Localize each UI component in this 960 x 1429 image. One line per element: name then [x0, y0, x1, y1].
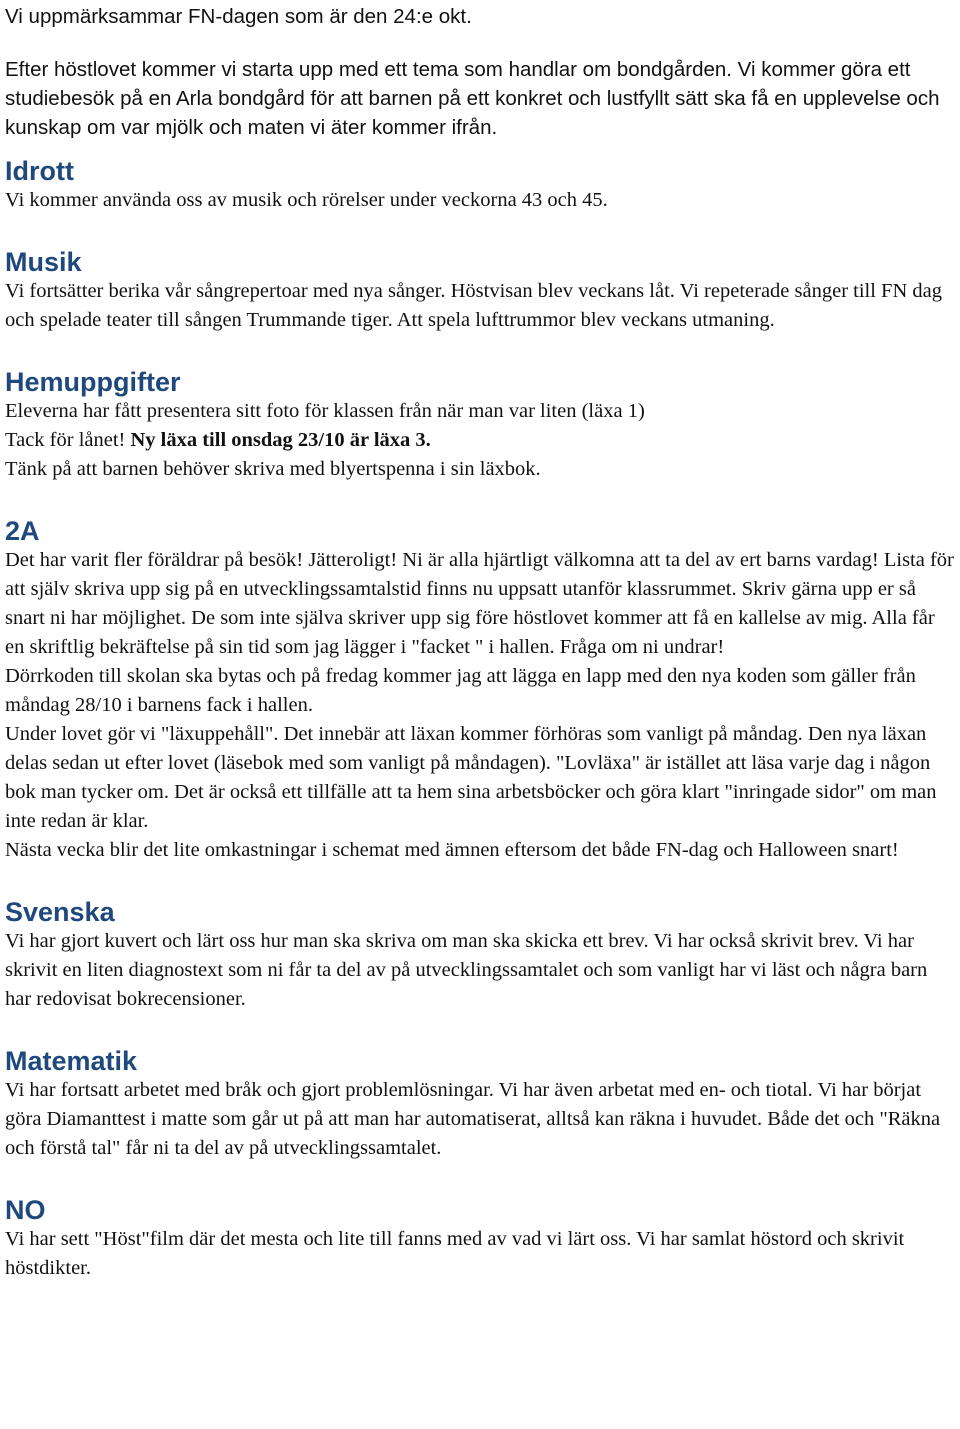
class-2a-p1: Det har varit fler föräldrar på besök! Jätteroligt! Ni är alla hjärtligt välkomna att ta del av ert barns vardag! Lista för att själv skriva upp sig på en utvecklingssamtalstid finns nu uppsatt utanför klassrummet. Skriv gärna upp er så snart ni har möjlighet. De som inte själva skriver upp sig före höstlovet kommer att få en kallelse av mig. Alla får en skriftlig bekräftelse på sin tid som jag lägger i "facket " i hallen. Fråga om ni undrar!: [5, 549, 954, 658]
hemuppgifter-line1: Eleverna har fått presentera sitt foto för klassen från när man var liten (läxa 1): [5, 400, 645, 422]
heading-hemuppgifter: Hemuppgifter: [5, 367, 181, 397]
musik-text: Vi fortsätter berika vår sångrepertoar med nya sånger. Höstvisan blev veckans låt. Vi repeterade sånger till FN dag och spelade teater till sången Trummande tiger. Att spela lufttrummor blev veckans utmaning.: [5, 280, 942, 331]
class-2a-p3: Under lovet gör vi "läxuppehåll". Det innebär att läxan kommer förhöras som vanligt på måndag. Den nya läxan delas sedan ut efter lovet (läsebok med som vanligt på måndagen). "Lovläxa" är istället att läsa varje dag i någon bok man tycker om. Det är också ett tillfälle att ta hem sina arbetsböcker och göra klart "inringade sidor" om man inte redan är klar.: [5, 723, 937, 832]
homework-deadline: Ny läxa till onsdag 23/10 är läxa 3.: [130, 429, 431, 451]
heading-matematik: Matematik: [5, 1046, 138, 1076]
heading-musik: Musik: [5, 247, 82, 277]
heading-no: NO: [5, 1195, 46, 1225]
heading-2a: 2A: [5, 516, 40, 546]
class-2a-p2: Dörrkoden till skolan ska bytas och på fredag kommer jag att lägga en lapp med den nya koden som gäller från måndag 28/10 i barnens fack i hallen.: [5, 665, 916, 716]
intro-paragraph: Efter höstlovet kommer vi starta upp med ett tema som handlar om bondgården. Vi kommer göra ett studiebesök på en Arla bondgård för att barnen på ett konkret och lustfyllt sätt ska få en upplevelse och kunskap om var mjölk och maten vi äter kommer ifrån.: [5, 58, 940, 139]
heading-svenska: Svenska: [5, 897, 115, 927]
heading-idrott: Idrott: [5, 156, 74, 186]
matematik-text: Vi har fortsatt arbetet med bråk och gjort problemlösningar. Vi har även arbetat med en- och tiotal. Vi har börjat göra Diamanttest i matte som går ut på att man har automatiserat, alltså kan räkna i huvudet. Både det och "Räkna och förstå tal" får ni ta del av på utvecklingssamtalet.: [5, 1079, 941, 1159]
idrott-text: Vi kommer använda oss av musik och rörelser under veckorna 43 och 45.: [5, 189, 608, 211]
class-2a-p4: Nästa vecka blir det lite omkastningar i schemat med ämnen eftersom det både FN-dag och Halloween snart!: [5, 839, 899, 861]
document: [5, 0, 957, 1283]
intro-line: Vi uppmärksammar FN-dagen som är den 24:e okt.: [5, 5, 472, 28]
hemuppgifter-line3: Tänk på att barnen behöver skriva med blyertspenna i sin läxbok.: [5, 458, 541, 480]
svenska-text: Vi har gjort kuvert och lärt oss hur man ska skriva om man ska skicka ett brev. Vi har också skrivit brev. Vi har skrivit en liten diagnostext som ni får ta del av på utvecklingssamtalet och som vanligt har vi läst och några barn har redovisat bokrecensioner.: [5, 930, 928, 1010]
hemuppgifter-line2: [5, 426, 957, 455]
hemuppgifter-line2-plain: Tack för lånet!: [5, 429, 131, 451]
no-text: Vi har sett "Höst"film där det mesta och lite till fanns med av vad vi lärt oss. Vi har samlat höstord och skrivit höstdikter.: [5, 1228, 905, 1279]
